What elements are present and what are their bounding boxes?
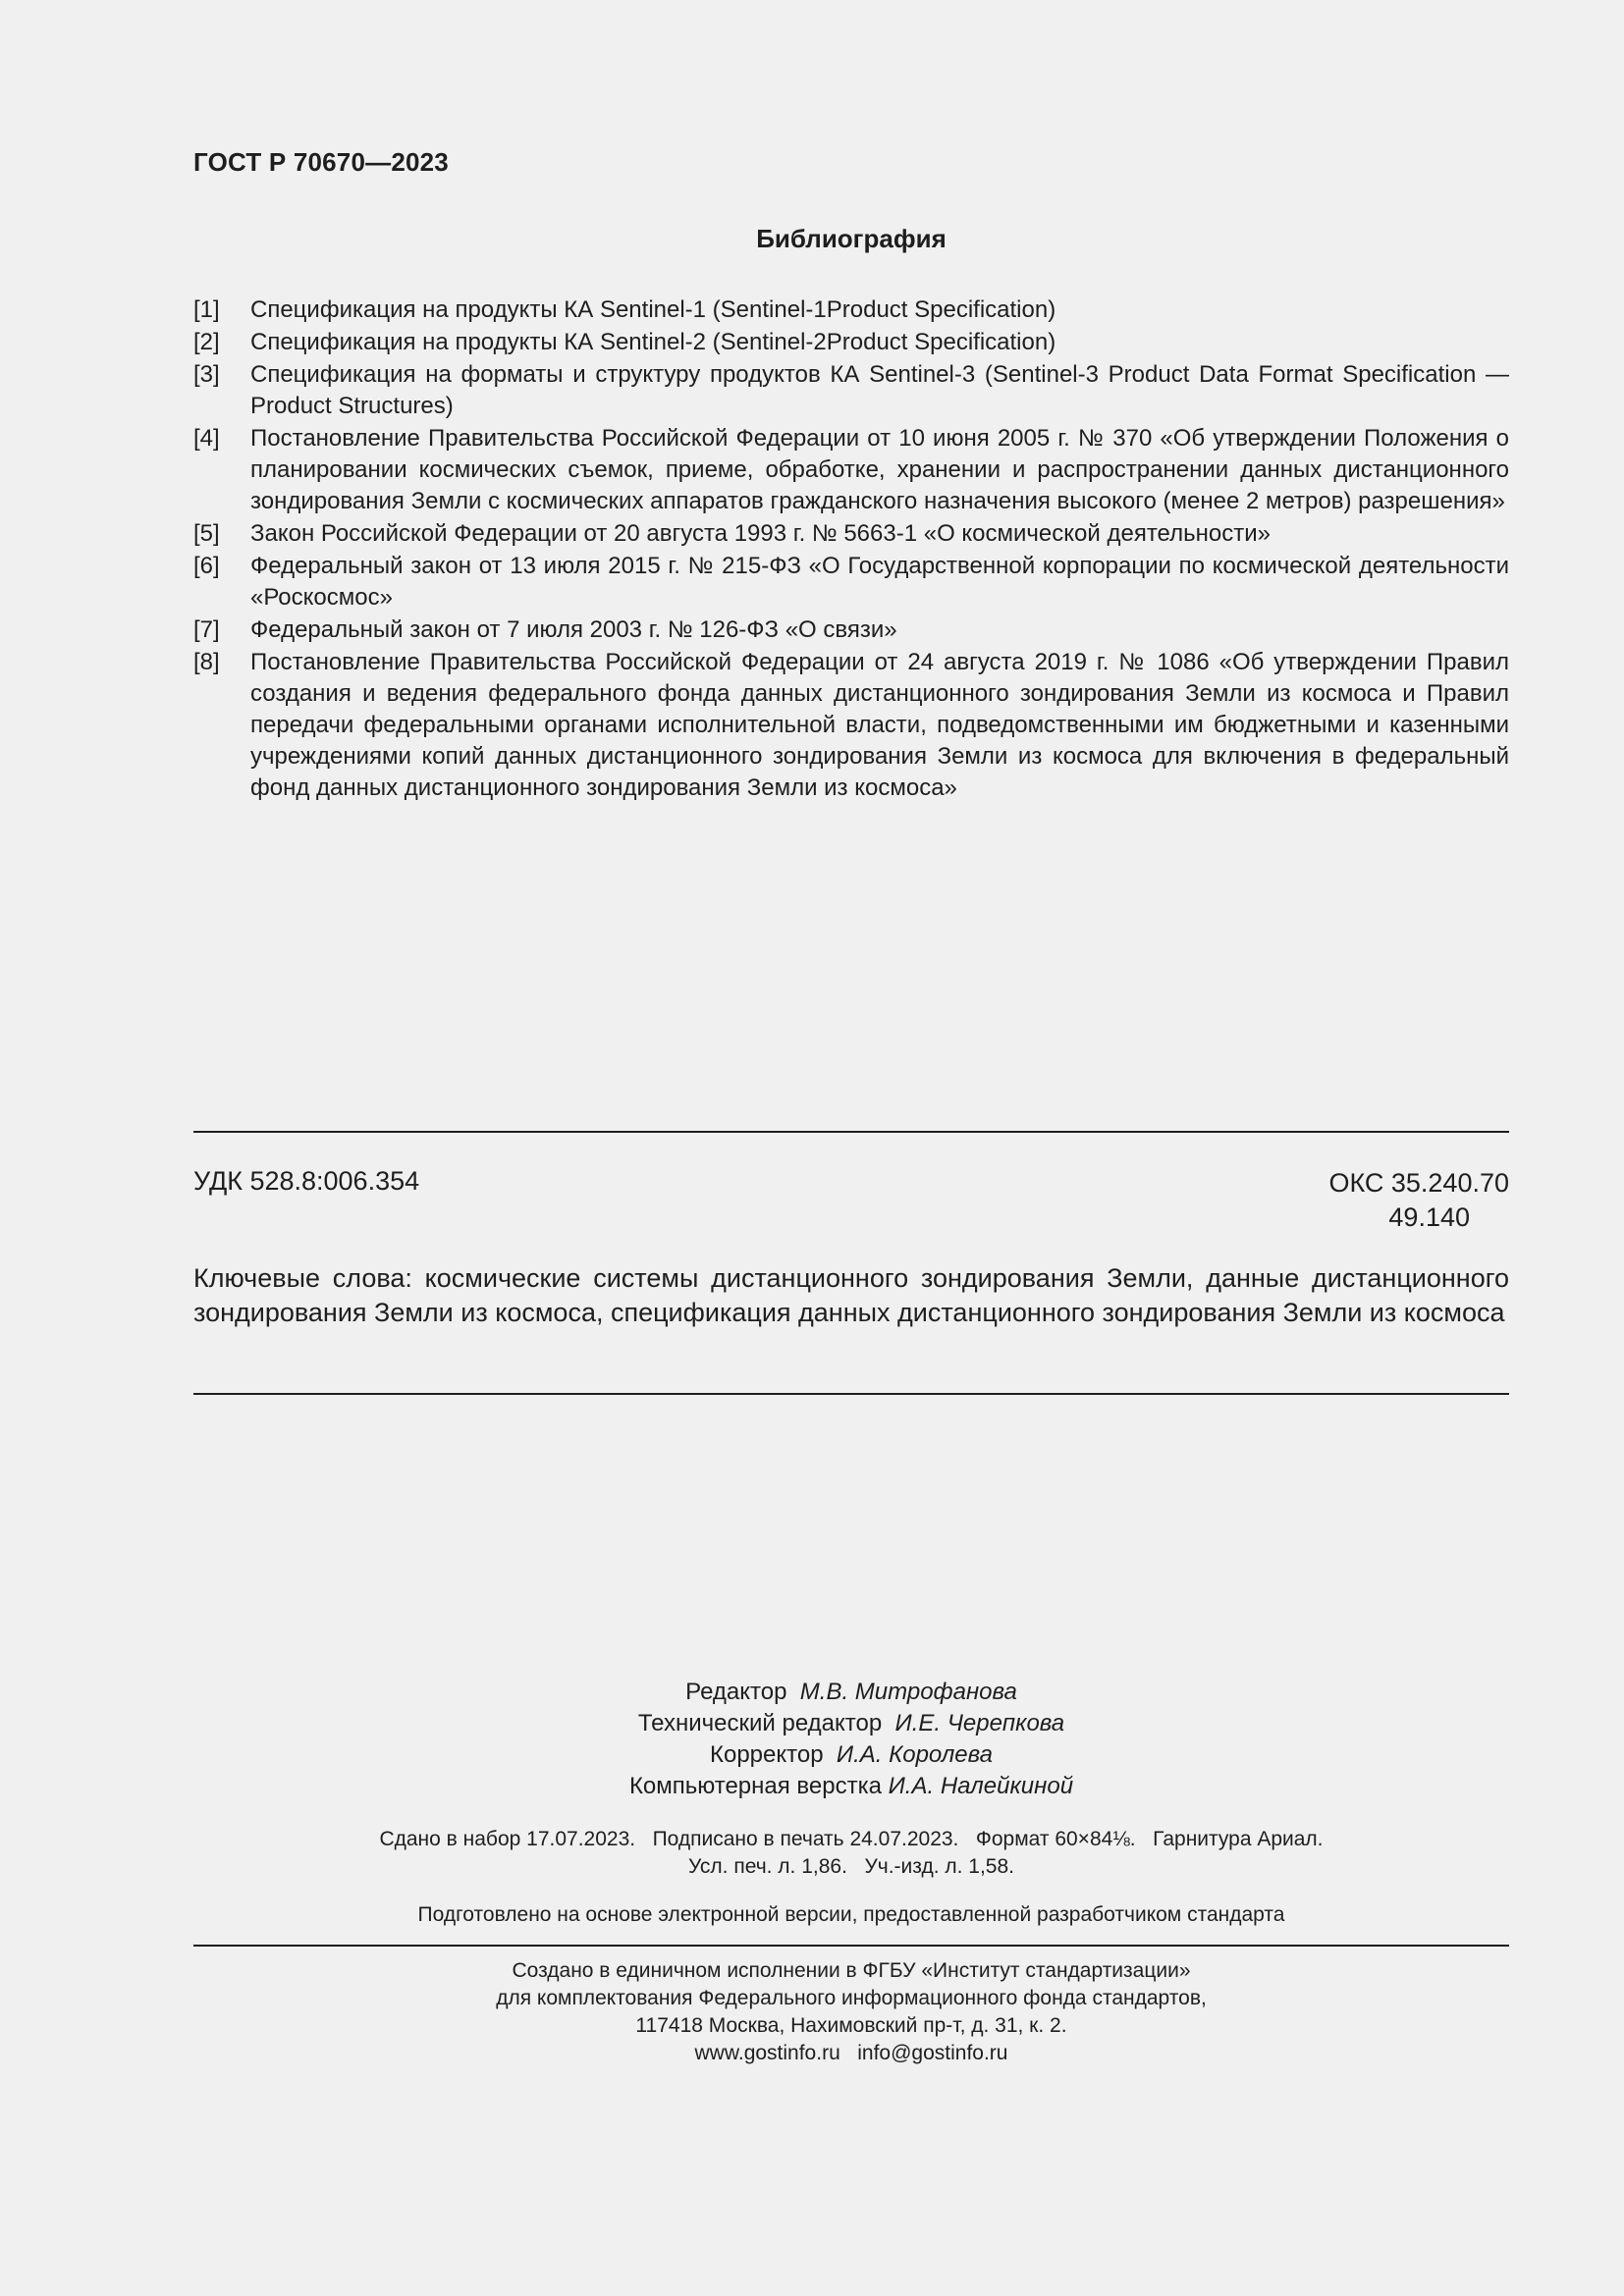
bibliography-item-text: Спецификация на форматы и структуру продуктов КА Sentinel-3 (Sentinel-3 Product Data Format Specification — Product Structures)	[250, 361, 1509, 419]
bibliography-item-text: Спецификация на продукты КА Sentinel-1 (Sentinel-1Product Specification)	[250, 296, 1056, 323]
bibliography-item-number: [8]	[193, 649, 220, 675]
bibliography-item	[193, 551, 1509, 614]
credit-person: И.А. Налейкиной	[888, 1773, 1074, 1799]
print-info-line: Усл. печ. л. 1,86. Уч.-изд. л. 1,58.	[687, 1855, 1014, 1878]
bibliography-item-text: Спецификация на продукты КА Sentinel-2 (Sentinel-2Product Specification)	[250, 329, 1056, 355]
publisher-line: для комплектования Федерального информационного фонда стандартов,	[496, 1987, 1207, 2009]
oks-code-line: ОКС 35.240.70	[1328, 1168, 1509, 1198]
udk-code: УДК 528.8:006.354	[193, 1166, 420, 1196]
publisher-line: Создано в единичном исполнении в ФГБУ «Институт стандартизации»	[512, 1959, 1191, 1982]
credit-line	[193, 1771, 1509, 1802]
document-page	[193, 0, 1509, 2296]
divider	[193, 1945, 1509, 1947]
publisher-contacts: www.gostinfo.ru info@gostinfo.ru	[694, 2042, 1008, 2064]
bibliography-item-number: [6]	[193, 553, 220, 579]
credit-line	[193, 1739, 1509, 1771]
oks-code	[1328, 1166, 1509, 1235]
credit-person: И.А. Королева	[836, 1741, 993, 1768]
credits-block	[193, 1677, 1509, 1802]
divider	[193, 1393, 1509, 1395]
credit-role: Технический редактор	[637, 1710, 883, 1736]
divider	[193, 1131, 1509, 1133]
bibliography-item-text: Закон Российской Федерации от 20 августа 1993 г. № 5663-1 «О космической деятельности»	[250, 520, 1271, 547]
bibliography-item-number: [1]	[193, 296, 220, 323]
bibliography-item-number: [5]	[193, 520, 220, 547]
bibliography-item	[193, 423, 1509, 517]
bibliography-item-number: [7]	[193, 616, 220, 643]
oks-code-line: 49.140	[1388, 1202, 1470, 1232]
bibliography-list	[193, 294, 1509, 805]
bibliography-item-text: Постановление Правительства Российской Федерации от 10 июня 2005 г. № 370 «Об утверждении Положения о планировании космических съемок, приеме, обработке, хранении и распространении данных дистанционного зондирования Земли с космических аппаратов гражданского назначения высокого (менее 2 метров) разрешения»	[250, 425, 1509, 514]
bibliography-item-number: [2]	[193, 329, 220, 355]
bibliography-item-text: Федеральный закон от 13 июля 2015 г. № 215-ФЗ «О Государственной корпорации по космической деятельности «Роскосмос»	[250, 553, 1509, 611]
bibliography-item	[193, 327, 1509, 358]
document-code: ГОСТ Р 70670—2023	[193, 147, 449, 177]
credit-role: Корректор	[710, 1741, 824, 1768]
keywords: Ключевые слова: космические системы дистанционного зондирования Земли, данные дистанционного зондирования Земли из космоса, спецификация данных дистанционного зондирования Земли из космоса	[193, 1263, 1509, 1327]
print-info	[193, 1826, 1509, 1881]
bibliography-item	[193, 294, 1509, 326]
credit-role: Редактор	[685, 1679, 787, 1705]
publisher-info	[193, 1957, 1509, 2067]
credit-line	[193, 1677, 1509, 1708]
bibliography-item	[193, 647, 1509, 804]
bibliography-item	[193, 518, 1509, 550]
print-info-line: Сдано в набор 17.07.2023. Подписано в печать 24.07.2023. Формат 60×84⅛. Гарнитура Ариал.	[379, 1828, 1324, 1850]
bibliography-item-number: [4]	[193, 425, 220, 452]
publisher-line: 117418 Москва, Нахимовский пр-т, д. 31, к. 2.	[635, 2014, 1067, 2037]
prepared-note: Подготовлено на основе электронной версии, предоставленной разработчиком стандарта	[417, 1903, 1285, 1926]
credit-line	[193, 1708, 1509, 1739]
bibliography-title: Библиография	[756, 224, 947, 253]
credit-person: М.В. Митрофанова	[799, 1679, 1017, 1705]
credit-person: И.Е. Черепкова	[894, 1710, 1065, 1736]
bibliography-item-number: [3]	[193, 361, 220, 388]
bibliography-item	[193, 614, 1509, 646]
bibliography-item	[193, 359, 1509, 422]
bibliography-item-text: Постановление Правительства Российской Федерации от 24 августа 2019 г. № 1086 «Об утверждении Правил создания и ведения федерального фонда данных дистанционного зондирования Земли из космоса и Правил передачи федеральными органами исполнительной власти, подведомственными им бюджетными и казенными учреждениями копий данных дистанционного зондирования Земли из космоса для включения в федеральный фонд данных дистанционного зондирования Земли из космоса»	[250, 649, 1509, 801]
credit-role: Компьютерная верстка	[628, 1773, 882, 1799]
bibliography-item-text: Федеральный закон от 7 июля 2003 г. № 126-ФЗ «О связи»	[250, 616, 897, 643]
